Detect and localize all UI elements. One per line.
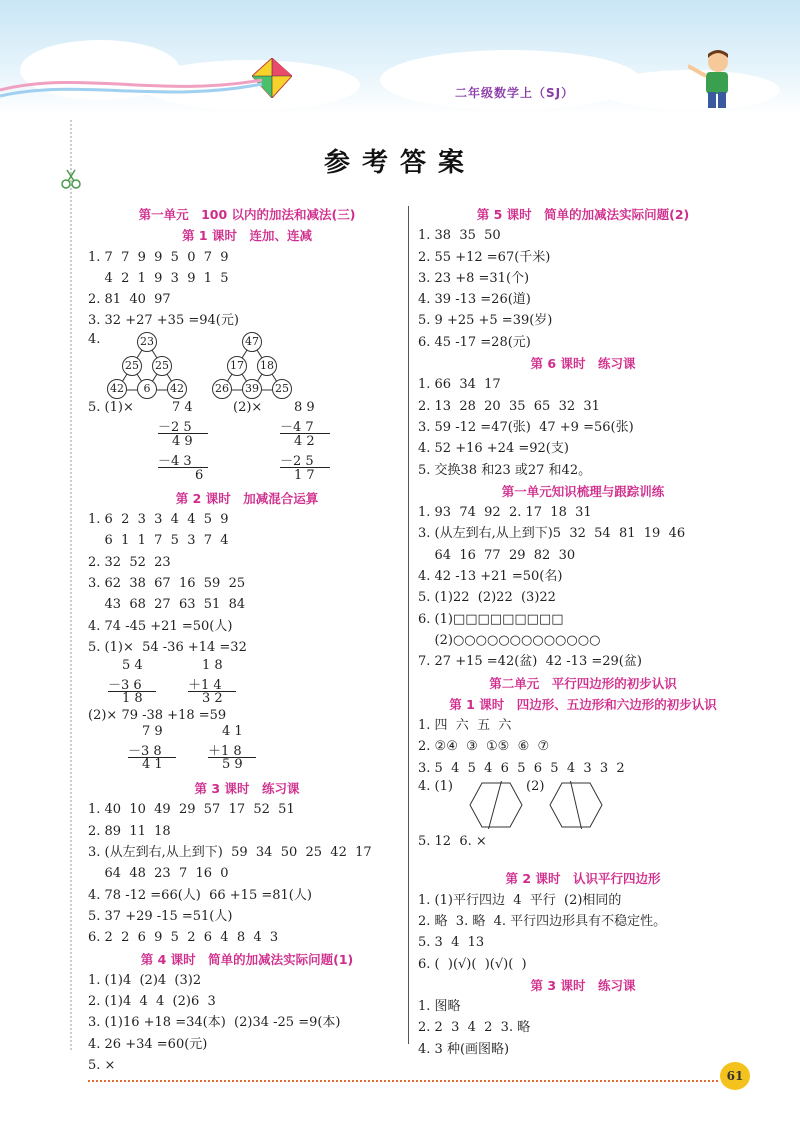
answer-line: 43 68 27 63 51 84 (88, 597, 246, 613)
answer-line: 4. 74 -45 +21 =50(人) (88, 618, 233, 634)
footer-divider (88, 1080, 718, 1082)
answer-line: (2)○○○○○○○○○○○○○ (418, 632, 601, 648)
lesson-heading: 第 2 课时 认识平行四边形 (505, 871, 661, 887)
unit-heading: 第二单元 平行四边形的初步认识 (489, 675, 677, 691)
tree-node: 25 (122, 356, 142, 376)
question-label: (2) (526, 779, 545, 795)
calc-digit: 4 1 (222, 724, 243, 740)
lesson-heading: 第 4 课时 简单的加减法实际问题(1) (140, 951, 354, 967)
calc-digit: ＋1 4 (188, 678, 222, 694)
calc-digit: 5 4 (122, 658, 143, 674)
tree-node: 23 (137, 332, 157, 352)
answer-line: 5. 3 4 13 (418, 935, 485, 951)
answer-line: 4. 26 +34 =60(元) (88, 1036, 208, 1052)
answer-line: 3. (从左到右,从上到下)5 32 54 81 19 46 (418, 526, 686, 542)
kite-tail-icon (0, 60, 270, 100)
hexagon-figures (418, 779, 748, 831)
unit-heading: 第一单元 100 以内的加法和减法(三) (138, 207, 356, 222)
answer-line: 1. 40 10 49 29 57 17 52 51 (88, 802, 295, 818)
answer-line: 4. 52 +16 +24 =92(支) (418, 441, 569, 457)
calc-digit: －3 6 (108, 678, 142, 694)
answer-line: 3. 59 -12 =47(张) 47 +9 =56(张) (418, 419, 634, 435)
answer-line: 2. 13 28 20 35 65 32 31 (418, 398, 600, 414)
tree-node: 47 (242, 332, 262, 352)
calc-digit: 5 9 (222, 757, 243, 773)
page-title: 参考答案 (323, 148, 476, 178)
tree-node: 26 (212, 379, 232, 399)
answer-line: 1. 6 2 3 3 4 4 5 9 (88, 512, 229, 528)
calc-digit: 7 9 (142, 724, 163, 740)
tree-node: 42 (107, 379, 127, 399)
cut-line (70, 120, 72, 1050)
answer-line: 1. (1)4 (2)4 (3)2 (88, 972, 202, 988)
answer-line: 2. 55 +12 =67(千米) (418, 249, 551, 265)
answer-line: 5. (1)× 54 -36 +14 =32 (88, 639, 247, 655)
answer-line: 5. 9 +25 +5 =39(岁) (418, 313, 553, 329)
number-tree-diagrams (88, 332, 406, 398)
lesson-heading: 第 3 课时 练习课 (530, 977, 636, 993)
calc-digit: ＋1 8 (208, 744, 242, 760)
answer-line: 5. 12 6. × (418, 834, 487, 850)
hexagon-cut-2 (548, 781, 604, 829)
answer-line: 1. 66 34 17 (418, 377, 501, 393)
calc-digit: 7 4 (172, 399, 193, 415)
answer-line: 1. (1)平行四边 4 平行 (2)相同的 (418, 892, 622, 908)
answer-line: 6. (1)□□□□□□□□□ (418, 611, 564, 627)
calc-digit: 4 2 (294, 433, 315, 449)
answer-line: 1. 93 74 92 2. 17 18 31 (418, 505, 592, 521)
tree-node: 39 (242, 379, 262, 399)
question-number: 4. (88, 331, 101, 347)
answer-line: 1. 四 六 五 六 (418, 718, 512, 734)
vertical-calculations (88, 724, 406, 778)
tree-node: 25 (152, 356, 172, 376)
page-number: 61 (720, 1062, 750, 1090)
question-label: 5. (1)× (88, 399, 134, 415)
answer-line: 3. 32 +27 +35 =94(元) (88, 313, 239, 329)
answer-line: 3. 62 38 67 16 59 25 (88, 575, 246, 591)
calc-digit: 3 2 (202, 691, 223, 707)
calc-digit: 4 1 (142, 757, 163, 773)
tree-node: 42 (167, 379, 187, 399)
answer-line: (2)× 79 -38 +18 =59 (88, 708, 227, 724)
answer-line: 2. 32 52 23 (88, 554, 171, 570)
column-divider (408, 206, 409, 1044)
calc-digit: 1 8 (122, 691, 143, 707)
answer-line: 2. (1)4 4 4 (2)6 3 (88, 994, 216, 1010)
answer-line: 2. ②④ ③ ①⑤ ⑥ ⑦ (418, 739, 550, 755)
answer-line: 1. 图略 (418, 999, 461, 1015)
tree-node: 18 (257, 356, 277, 376)
left-column (88, 204, 406, 1076)
answer-line: 3. (1)16 +18 =34(本) (2)34 -25 =9(本) (88, 1015, 341, 1031)
lesson-heading: 第 6 课时 练习课 (530, 356, 636, 372)
section-heading: 第一单元知识梳理与跟踪训练 (501, 483, 665, 499)
answer-line: 64 48 23 7 16 0 (88, 866, 229, 882)
question-label: 4. (1) (418, 779, 453, 795)
lesson-heading: 第 1 课时 连加、连减 (182, 228, 312, 244)
answer-line: 5. × (88, 1058, 116, 1074)
vertical-calculations (88, 398, 406, 488)
calc-digit: －2 5 (280, 453, 314, 469)
answer-line: 6. ( )(√)( )(√)( ) (418, 956, 527, 972)
book-title: 二年级数学上（SJ） (455, 86, 575, 100)
spacer (418, 852, 748, 868)
lesson-heading: 第 5 课时 简单的加减法实际问题(2) (476, 207, 690, 222)
answer-line: 4. 3 种(画图略) (418, 1041, 510, 1057)
calc-digit: －4 3 (158, 453, 192, 469)
answer-line: 4. 42 -13 +21 =50(名) (418, 569, 563, 585)
calc-digit: 1 8 (202, 658, 223, 674)
tree-node: 25 (272, 379, 292, 399)
answer-line: 4. 78 -12 =66(人) 66 +15 =81(人) (88, 887, 312, 903)
answer-line: 3. (从左到右,从上到下) 59 34 50 25 42 17 (88, 845, 372, 861)
lesson-heading: 第 1 课时 四边形、五边形和六边形的初步认识 (449, 696, 717, 712)
answer-line: 3. 5 4 5 4 6 5 6 5 4 3 3 2 (418, 760, 625, 776)
hexagon-cut-1 (468, 781, 524, 829)
calc-digit: －4 7 (280, 419, 314, 435)
answer-line: 3. 23 +8 =31(个) (418, 270, 530, 286)
answer-line: 64 16 77 29 82 30 (418, 547, 576, 563)
calc-digit: 1 7 (294, 467, 315, 483)
answer-line: 4. 39 -13 =26(道) (418, 292, 531, 308)
answer-line: 2. 89 11 18 (88, 823, 171, 839)
answer-line: 7. 27 +15 =42(盆) 42 -13 =29(盆) (418, 654, 642, 670)
tree-node: 17 (227, 356, 247, 376)
calc-digit: 6 (195, 467, 204, 483)
answer-line: 6. 2 2 6 9 5 2 6 4 8 4 3 (88, 930, 279, 946)
answer-line: 2. 2 3 4 2 3. 略 (418, 1020, 531, 1036)
calc-digit: －3 8 (128, 744, 162, 760)
answer-line: 4 2 1 9 3 9 1 5 (88, 270, 229, 286)
answer-line: 1. 38 35 50 (418, 228, 501, 244)
answer-line: 1. 7 7 9 9 5 0 7 9 (88, 249, 229, 265)
question-label: (2)× (233, 399, 263, 415)
lesson-heading: 第 3 课时 练习课 (194, 781, 300, 797)
answer-line: 2. 略 3. 略 4. 平行四边形具有不稳定性。 (418, 913, 667, 929)
calc-digit: －2 5 (158, 419, 192, 435)
calc-digit: 8 9 (294, 399, 315, 415)
tree-node: 6 (137, 379, 157, 399)
boy-illustration-icon (688, 48, 736, 116)
answer-line: 2. 81 40 97 (88, 292, 171, 308)
calc-digit: 4 9 (172, 433, 193, 449)
lesson-heading: 第 2 课时 加减混合运算 (175, 490, 319, 506)
answer-line: 6 1 1 7 5 3 7 4 (88, 533, 229, 549)
vertical-calculations (88, 658, 406, 724)
answer-line: 5. 37 +29 -15 =51(人) (88, 908, 233, 924)
right-column (418, 204, 748, 1060)
answer-line: 5. 交换38 和23 或27 和42。 (418, 462, 592, 478)
cloud-decoration (380, 50, 640, 110)
answer-line: 6. 45 -17 =28(元) (418, 334, 531, 350)
answer-line: 5. (1)22 (2)22 (3)22 (418, 590, 556, 606)
